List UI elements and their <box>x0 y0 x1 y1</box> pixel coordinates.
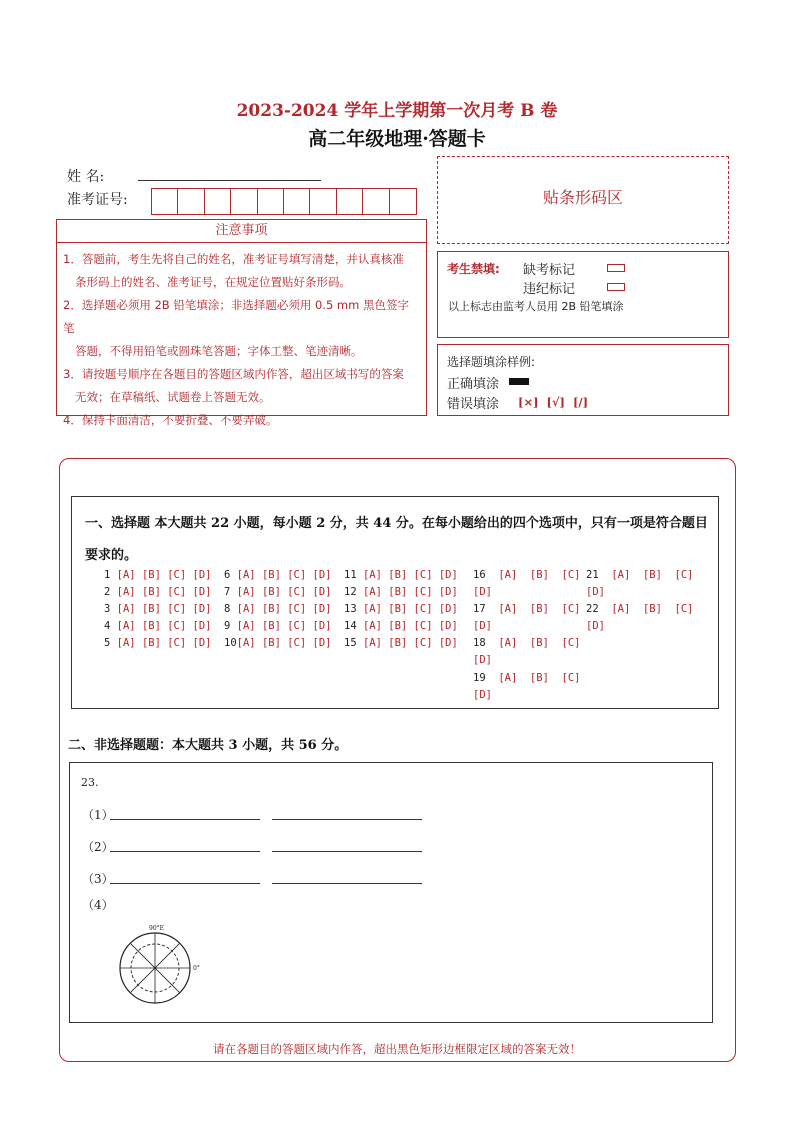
answer-bubbles[interactable]: [A] [B] [C] [D] <box>116 569 212 581</box>
question-option-row[interactable] <box>344 603 458 615</box>
correct-fill-mark <box>509 378 529 385</box>
answer-bubble-d[interactable]: [D] <box>473 620 492 632</box>
question-option-row[interactable] <box>104 637 211 649</box>
question-number: 10 <box>224 637 237 649</box>
question-option-row[interactable] <box>473 637 581 649</box>
violation-mark-box[interactable] <box>607 283 625 291</box>
answer-bubbles[interactable]: [A] [B] [C] [D] <box>362 637 458 649</box>
id-digit-box[interactable] <box>231 189 257 214</box>
notice-item: 答题，不得用铅笔或圆珠笔答题；字体工整、笔迹清晰。 <box>75 344 363 358</box>
answer-bubble-d[interactable]: [D] <box>473 689 492 701</box>
question-option-row[interactable] <box>224 637 331 649</box>
question-option-row[interactable] <box>473 672 581 684</box>
violation-mark-label: 违纪标记 <box>523 282 576 297</box>
part-label: （3） <box>82 872 114 886</box>
answer-line[interactable] <box>110 851 260 852</box>
id-number-boxes[interactable] <box>151 188 417 215</box>
part-label: （1） <box>82 808 114 822</box>
answer-bubbles[interactable]: [A] [B] [C] [D] <box>236 620 332 632</box>
footer-warning: 请在各题目的答题区域内作答，超出黑色矩形边框限定区域的答案无效！ <box>213 1042 581 1056</box>
answer-bubble-d[interactable]: [D] <box>473 586 492 598</box>
part-label: （4） <box>82 898 114 912</box>
answer-bubbles[interactable]: [A] [B] [C] <box>611 569 694 581</box>
question-option-row[interactable] <box>104 603 211 615</box>
question-number: 5 <box>104 637 111 649</box>
notice-item: 1．答题前，考生先将自己的姓名，准考证号填写清楚，并认真核准 <box>63 252 404 266</box>
question-number: 18 <box>473 637 486 649</box>
answer-bubbles[interactable]: [A] [B] [C] [D] <box>116 603 212 615</box>
absent-mark-label: 缺考标记 <box>523 263 576 278</box>
answer-bubbles[interactable]: [A] [B] [C] <box>498 637 581 649</box>
answer-line[interactable] <box>110 819 260 820</box>
id-digit-box[interactable] <box>178 189 204 214</box>
answer-bubbles[interactable]: [A] [B] [C] <box>498 672 581 684</box>
id-digit-box[interactable] <box>337 189 363 214</box>
question-number: 12 <box>344 586 357 598</box>
question-number: 19 <box>473 672 486 684</box>
name-field[interactable] <box>138 180 321 181</box>
question-option-row[interactable] <box>473 569 581 581</box>
question-option-row[interactable] <box>224 586 331 598</box>
notice-item: 3．请按题号顺序在各题目的答题区域内作答，超出区域书写的答案 <box>63 367 404 381</box>
answer-line[interactable] <box>110 883 260 884</box>
notice-box <box>56 242 427 427</box>
diagram-right-label: 0° <box>193 965 200 972</box>
answer-bubbles[interactable]: [A] [B] [C] [D] <box>362 586 458 598</box>
answer-bubbles[interactable]: [A] [B] [C] [D] <box>116 637 212 649</box>
answer-bubbles[interactable]: [A] [B] [C] [D] <box>116 620 212 632</box>
answer-bubbles[interactable]: [A] [B] [C] [D] <box>362 603 458 615</box>
question-option-row[interactable] <box>224 603 331 615</box>
question-number: 22 <box>586 603 599 615</box>
question-option-row[interactable] <box>224 569 331 581</box>
answer-line[interactable] <box>272 851 422 852</box>
question-number: 6 <box>224 569 231 581</box>
answer-card-title: 高二年级地理·答题卡 <box>308 128 486 150</box>
question-option-row[interactable] <box>344 637 458 649</box>
correct-fill-label: 正确填涂 <box>447 377 500 392</box>
answer-bubbles[interactable]: [A] [B] [C] [D] <box>116 586 212 598</box>
question-number: 13 <box>344 603 357 615</box>
id-digit-box[interactable] <box>284 189 310 214</box>
question-number: 9 <box>224 620 231 632</box>
question-number: 11 <box>344 569 357 581</box>
absent-mark-box[interactable] <box>607 264 625 272</box>
question-number: 3 <box>104 603 111 615</box>
notice-item: 条形码上的姓名、准考证号，在规定位置贴好条形码。 <box>75 275 351 289</box>
section2-heading: 二、非选择题题：本大题共 3 小题，共 56 分。 <box>68 738 348 753</box>
answer-bubbles[interactable]: [A] [B] [C] <box>498 569 581 581</box>
fill-sample-box <box>437 344 729 416</box>
answer-bubbles[interactable]: [A] [B] [C] [D] <box>236 637 332 649</box>
candidate-forbidden-box <box>437 251 729 338</box>
forbidden-label: 考生禁填: <box>447 262 500 276</box>
id-digit-box[interactable] <box>363 189 389 214</box>
id-digit-box[interactable] <box>258 189 284 214</box>
name-label: 姓 名: <box>67 169 105 185</box>
answer-bubbles[interactable]: [A] [B] [C] [D] <box>362 569 458 581</box>
question-option-row[interactable] <box>104 569 211 581</box>
answer-bubbles[interactable]: [A] [B] [C] <box>611 603 694 615</box>
answer-line[interactable] <box>272 883 422 884</box>
forbidden-note: 以上标志由监考人员用 2B 铅笔填涂 <box>448 300 624 313</box>
answer-line[interactable] <box>272 819 422 820</box>
diagram-top-label: 90°E <box>149 925 165 932</box>
question-option-row[interactable] <box>586 603 694 615</box>
question-option-row[interactable] <box>104 586 211 598</box>
question-option-row[interactable] <box>344 569 458 581</box>
notice-item: 4．保持卡面清洁，不要折叠、不要弄破。 <box>63 413 278 427</box>
question-number: 14 <box>344 620 357 632</box>
id-digit-box[interactable] <box>310 189 336 214</box>
question-number: 17 <box>473 603 486 615</box>
notice-heading: 注意事项 <box>56 219 427 243</box>
answer-bubble-d[interactable]: [D] <box>586 620 605 632</box>
exam-title: 2023-2024 学年上学期第一次月考 B 卷 <box>236 101 558 121</box>
section1-instruction: 一、选择题 本大题共 22 小题，每小题 2 分，共 44 分。在每小题给出的四个选项中，只有一项是符合题目要求的。 <box>85 516 708 563</box>
question-number: 15 <box>344 637 357 649</box>
question-number: 4 <box>104 620 111 632</box>
notice-item: 无效；在草稿纸、试题卷上答题无效。 <box>75 390 271 404</box>
question-number: 1 <box>104 569 111 581</box>
id-digit-box[interactable] <box>152 189 178 214</box>
wrong-fill-label: 错误填涂 <box>447 397 500 412</box>
wrong-fill-examples: [×] [√] [/] <box>518 395 589 409</box>
question-option-row[interactable] <box>224 620 331 632</box>
polar-projection-diagram[interactable] <box>112 920 212 1010</box>
question-option-row[interactable] <box>473 603 581 615</box>
fill-sample-heading: 选择题填涂样例: <box>447 355 536 369</box>
answer-bubbles[interactable]: [A] [B] [C] <box>498 603 581 615</box>
question-option-row[interactable] <box>104 620 211 632</box>
answer-bubble-d[interactable]: [D] <box>586 586 605 598</box>
question-number: 8 <box>224 603 231 615</box>
part-label: （2） <box>82 840 114 854</box>
question-number: 7 <box>224 586 231 598</box>
id-digit-box[interactable] <box>390 189 416 214</box>
answer-bubbles[interactable]: [A] [B] [C] [D] <box>236 569 332 581</box>
question-number: 16 <box>473 569 486 581</box>
id-label: 准考证号: <box>67 192 128 208</box>
question-number: 23. <box>81 776 99 789</box>
question-number: 21 <box>586 569 599 581</box>
answer-bubbles[interactable]: [A] [B] [C] [D] <box>236 586 332 598</box>
answer-bubbles[interactable]: [A] [B] [C] [D] <box>362 620 458 632</box>
question-option-row[interactable] <box>344 586 458 598</box>
question-option-row[interactable] <box>586 569 694 581</box>
question-option-row[interactable] <box>344 620 458 632</box>
answer-bubbles[interactable]: [A] [B] [C] [D] <box>236 603 332 615</box>
id-digit-box[interactable] <box>205 189 231 214</box>
barcode-area: 贴条形码区 <box>437 156 729 244</box>
question-number: 2 <box>104 586 111 598</box>
answer-bubble-d[interactable]: [D] <box>473 654 492 666</box>
notice-item: 2．选择题必须用 2B 铅笔填涂；非选择题必须用 0.5 mm 黑色签字笔 <box>63 298 409 335</box>
